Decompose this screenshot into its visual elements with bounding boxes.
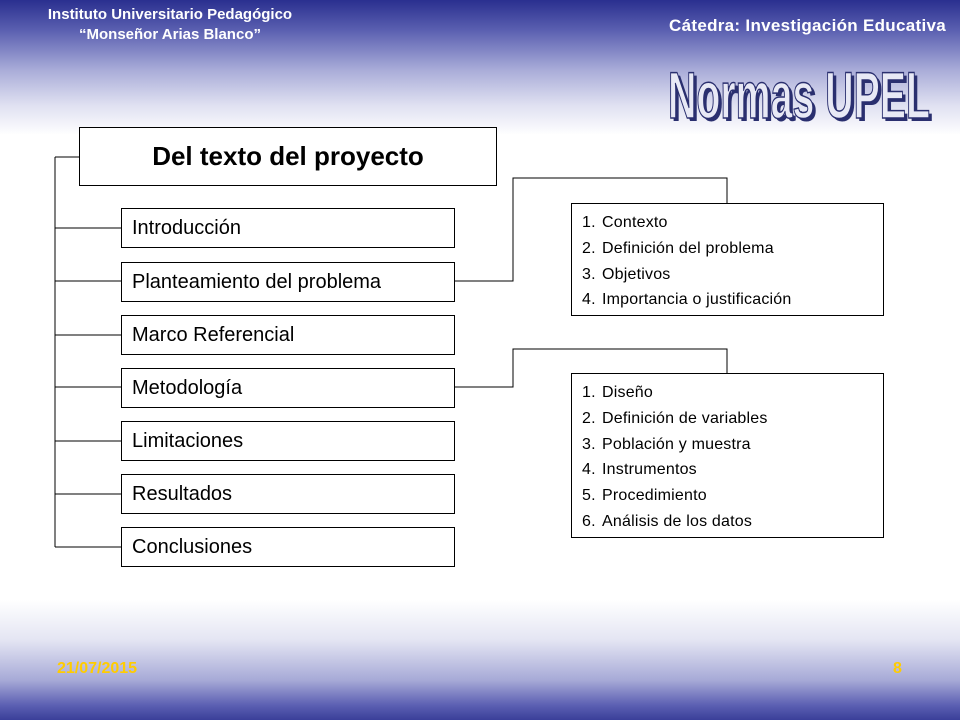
planteamiento-subitems <box>571 203 884 316</box>
logo-text: Normas UPEL <box>668 58 930 130</box>
list-item: 3. Población y muestra <box>582 435 751 453</box>
item-marco-referencial: Marco Referencial <box>121 315 455 355</box>
item-resultados: Resultados <box>121 474 455 514</box>
item-conclusiones: Conclusiones <box>121 527 455 567</box>
page-number: 8 <box>893 660 902 677</box>
metodologia-subitems <box>571 373 884 538</box>
item-planteamiento: Planteamiento del problema <box>121 262 455 302</box>
item-metodologia: Metodología <box>121 368 455 408</box>
item-limitaciones: Limitaciones <box>121 421 455 461</box>
list-item: 3. Objetivos <box>582 265 671 283</box>
list-item: 6. Análisis de los datos <box>582 512 753 530</box>
institute-name-line2: “Monseñor Arias Blanco” <box>79 26 261 43</box>
list-item: 1. Contexto <box>582 214 668 231</box>
list-item: 1. Diseño <box>582 384 654 401</box>
list-item: 4. Instrumentos <box>582 461 697 479</box>
list-item: 2. Definición del problema <box>582 239 774 257</box>
item-introduccion: Introducción <box>121 208 455 248</box>
catedra-label: Cátedra: Investigación Educativa <box>669 16 946 35</box>
institute-name-line1: Instituto Universitario Pedagógico <box>47 6 293 23</box>
list-item: 5. Procedimiento <box>582 487 707 505</box>
diagram-title: Del texto del proyecto <box>79 127 497 186</box>
list-item: 4. Importancia o justificación <box>582 291 792 309</box>
logo-shadow-text: Normas UPEL <box>671 61 933 130</box>
list-item: 2. Definición de variables <box>582 409 768 427</box>
footer-date: 21/07/2015 <box>57 660 138 677</box>
